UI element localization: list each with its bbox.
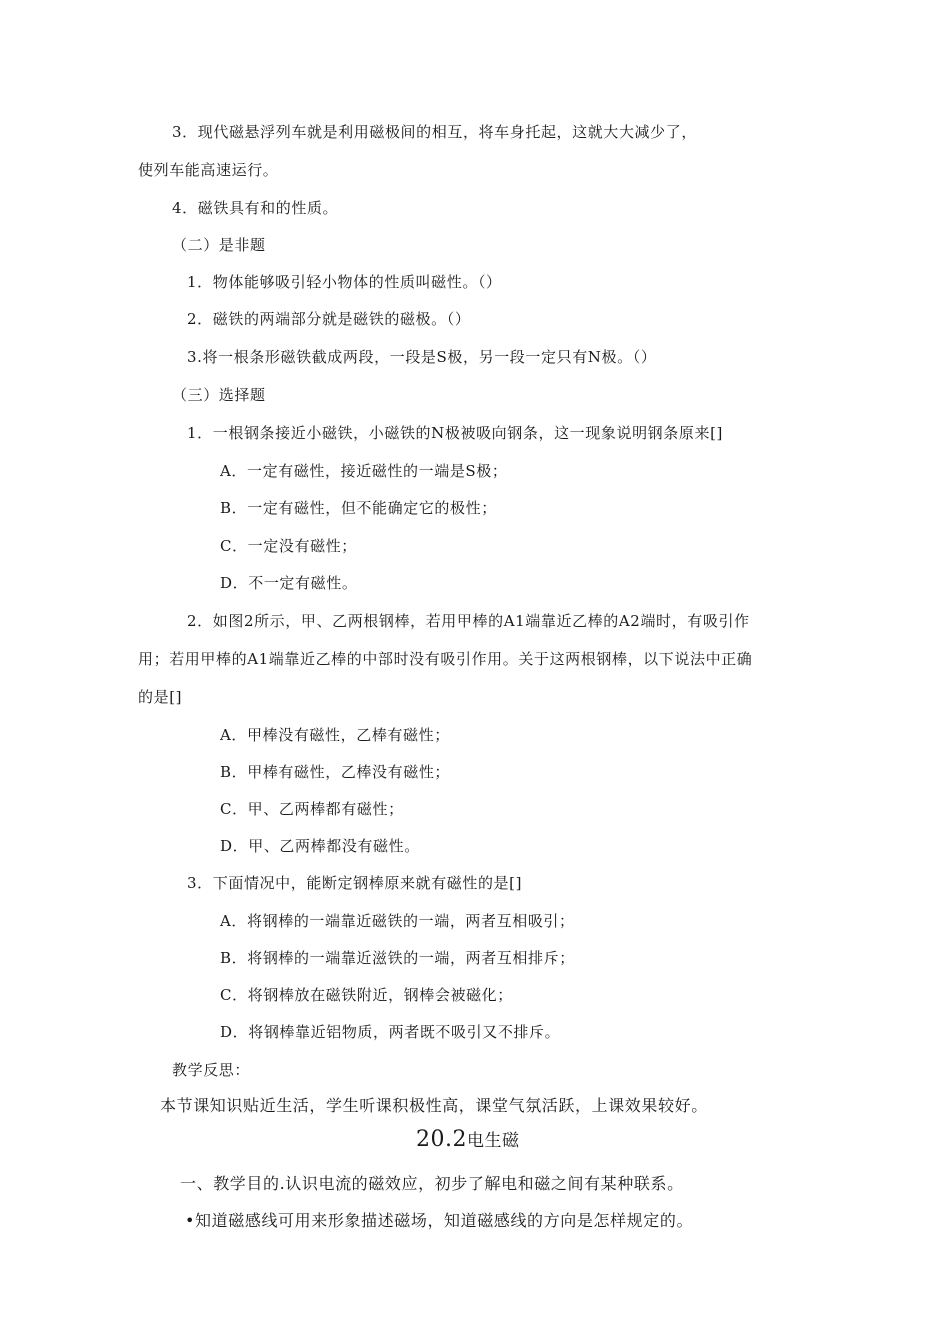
- section-title-text: 电生磁: [466, 1131, 520, 1151]
- choice-q2-stem-line2: 用；若用甲棒的A1端靠近乙棒的中部时没有吸引作用。关于这两根钢棒，以下说法中正确: [138, 650, 753, 668]
- choice-q2-option-a: A．甲棒没有磁性，乙棒有磁性；: [220, 726, 450, 744]
- choice-q3-option-d: D．将钢棒靠近铝物质，两者既不吸引又不排斥。: [220, 1023, 561, 1041]
- choice-q2-option-d: D．甲、乙两棒都没有磁性。: [220, 837, 420, 855]
- choice-q1-option-a: A．一定有磁性，接近磁性的一端是S极；: [220, 462, 508, 480]
- section-title: [416, 1126, 519, 1155]
- choice-q2-stem-line3: 的是[]: [138, 688, 183, 706]
- fill-in-q4: 4．磁铁具有和的性质。: [172, 199, 339, 217]
- choice-q3-option-a: A．将钢棒的一端靠近磁铁的一端，两者互相吸引；: [220, 912, 575, 930]
- reflection-text: 本节课知识贴近生活，学生听课积极性高，课堂气氛活跃，上课效果较好。: [160, 1096, 708, 1115]
- choice-q1-option-c: C．一定没有磁性；: [220, 537, 357, 555]
- choice-heading: （三）选择题: [172, 386, 266, 404]
- section-title-number: 20.2: [416, 1127, 467, 1152]
- reflection-heading: 教学反思：: [172, 1061, 251, 1079]
- true-false-q2: 2．磁铁的两端部分就是磁铁的磁极。（）: [187, 310, 471, 328]
- choice-q3-option-b: B．将钢棒的一端靠近滋铁的一端，两者互相排斥；: [220, 949, 575, 967]
- true-false-q1: 1．物体能够吸引轻小物体的性质叫磁性。（）: [187, 273, 502, 291]
- objective-line1: 一、教学目的.认识电流的磁效应，初步了解电和磁之间有某种联系。: [180, 1174, 684, 1193]
- choice-q2-stem-line1: 2．如图2所示，甲、乙两根钢棒，若用甲棒的A1端靠近乙棒的A2端时，有吸引作: [187, 612, 750, 630]
- choice-q3-option-c: C．将钢棒放在磁铁附近，钢棒会被磁化；: [220, 986, 513, 1004]
- choice-q1-stem: 1．一根钢条接近小磁铁，小磁铁的N极被吸向钢条，这一现象说明钢条原来[]: [187, 424, 723, 442]
- choice-q1-option-b: B．一定有磁性，但不能确定它的极性；: [220, 499, 497, 517]
- choice-q3-stem: 3．下面情况中，能断定钢棒原来就有磁性的是[]: [187, 874, 523, 892]
- objective-line2: •知道磁感线可用来形象描述磁场，知道磁感线的方向是怎样规定的。: [185, 1211, 694, 1230]
- true-false-heading: （二）是非题: [172, 236, 266, 254]
- choice-q2-option-b: B．甲棒有磁性，乙棒没有磁性；: [220, 763, 451, 781]
- choice-q1-option-d: D．不一定有磁性。: [220, 574, 358, 592]
- fill-in-q3-line2: 使列车能高速运行。: [138, 161, 279, 179]
- choice-q2-option-c: C．甲、乙两棒都有磁性；: [220, 800, 404, 818]
- fill-in-q3-line1: 3．现代磁悬浮列车就是利用磁极间的相互，将车身托起，这就大大减少了，: [172, 123, 697, 141]
- true-false-q3: 3.将一根条形磁铁截成两段，一段是S极，另一段一定只有N极。（）: [187, 348, 657, 366]
